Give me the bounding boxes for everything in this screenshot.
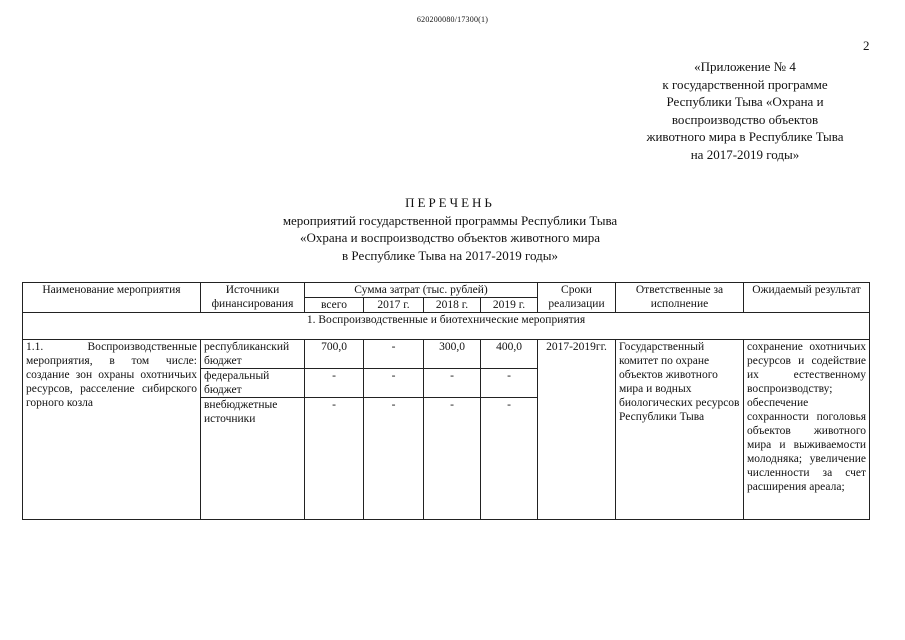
total-cell: - — [305, 398, 364, 520]
appendix-line: «Приложение № 4 — [694, 59, 796, 74]
header-responsible: Ответственные за исполнение — [616, 283, 744, 313]
y2019-cell: - — [481, 369, 538, 398]
title-line: в Республике Тыва на 2017-2019 годы» — [342, 247, 558, 263]
header-2019: 2019 г. — [481, 298, 538, 313]
item-name: 1.1. Воспроизводственные мероприятия, в том числе: создание зон охраны охотничьих ресурсов, расселение сибирского горного козла — [23, 340, 201, 520]
title-line: «Охрана и воспроизводство объектов животного мира — [299, 230, 601, 245]
appendix-line: на 2017-2019 годы» — [690, 146, 800, 162]
page-number: 2 — [863, 38, 870, 53]
header-name: Наименование мероприятия — [23, 283, 201, 313]
responsible-cell: Государственный комитет по охране объектов животного мира и водных биологических ресурсов Республики Тыва — [616, 340, 744, 520]
document-code: 620200080/17300(1) — [416, 15, 489, 24]
source-cell: федеральный бюджет — [201, 369, 305, 398]
total-cell: - — [305, 369, 364, 398]
appendix-line: Республики Тыва «Охрана и — [666, 94, 824, 109]
appendix-line: воспроизводство объектов — [671, 111, 819, 127]
header-costs: Сумма затрат (тыс. рублей) — [305, 283, 538, 298]
source-cell: республиканский бюджет — [201, 340, 305, 369]
source-cell: внебюджетные источники — [201, 398, 305, 520]
appendix-line: животного мира в Республике Тыва — [646, 129, 844, 144]
title-main: ПЕРЕЧЕНЬ — [405, 195, 495, 210]
title-line: мероприятий государственной программы Республики Тыва — [282, 212, 618, 228]
y2019-cell: - — [481, 398, 538, 520]
header-total: всего — [305, 298, 364, 313]
y2017-cell: - — [364, 398, 424, 520]
y2019-cell: 400,0 — [481, 340, 538, 369]
activities-table — [22, 282, 870, 520]
appendix-line: к государственной программе — [662, 76, 828, 92]
total-cell: 700,0 — [305, 340, 364, 369]
header-sources: Источники финансирования — [201, 283, 305, 313]
document-title — [170, 194, 730, 264]
header-result: Ожидаемый результат — [744, 283, 870, 313]
result-cell: сохранение охотничьих ресурсов и содействие их естественному воспроизводству; обеспечение сохранности поголовья объектов животного мира и выживаемости молодняка; увеличение численности за счет расширения ареала; — [744, 340, 870, 520]
header-2018: 2018 г. — [424, 298, 481, 313]
header-terms: Сроки реализации — [538, 283, 616, 313]
y2018-cell: - — [424, 398, 481, 520]
y2018-cell: - — [424, 369, 481, 398]
y2017-cell: - — [364, 340, 424, 369]
y2017-cell: - — [364, 369, 424, 398]
y2018-cell: 300,0 — [424, 340, 481, 369]
section-title: 1. Воспроизводственные и биотехнические мероприятия — [23, 313, 870, 340]
table-row — [23, 340, 870, 369]
header-2017: 2017 г. — [364, 298, 424, 313]
terms-cell: 2017-2019гг. — [538, 340, 616, 520]
appendix-note — [615, 58, 875, 163]
